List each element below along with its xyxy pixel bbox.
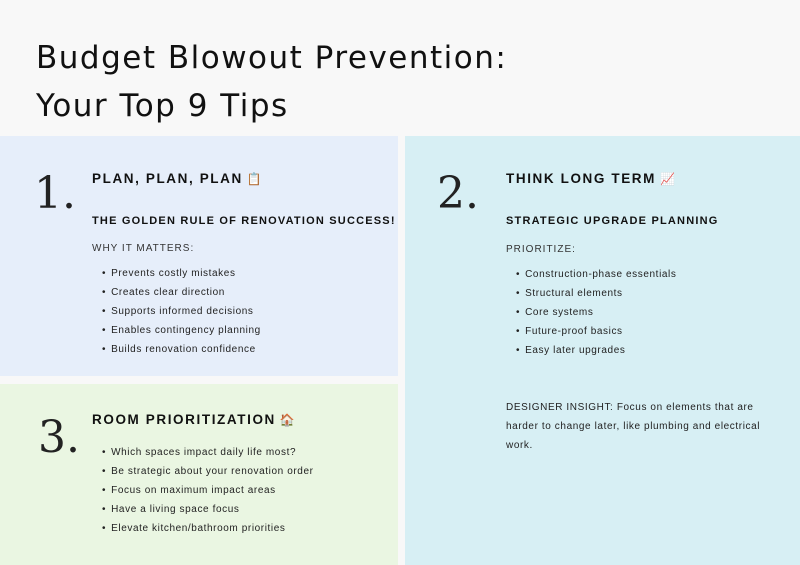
clipboard-icon: 📋 [246, 172, 262, 186]
tip-1-list [102, 264, 261, 359]
tip-3-number: 3. [38, 412, 80, 463]
tip-3-heading-text: ROOM PRIORITIZATION [92, 412, 276, 427]
list-item: • Which spaces impact daily life most? [102, 443, 314, 462]
list-item: • Focus on maximum impact areas [102, 481, 314, 500]
list-item: • Have a living space focus [102, 500, 314, 519]
tip-1-heading-text: PLAN, PLAN, PLAN [92, 171, 243, 186]
list-item: • Enables contingency planning [102, 321, 261, 340]
list-item: • Future-proof basics [516, 322, 676, 341]
tip-1-subheading: THE GOLDEN RULE OF RENOVATION SUCCESS! [92, 215, 396, 227]
tip-1-heading [92, 171, 262, 186]
tip-2-list [516, 265, 676, 360]
tip-3-list [102, 443, 314, 538]
list-item: • Prevents costly mistakes [102, 264, 261, 283]
designer-insight: DESIGNER INSIGHT: Focus on elements that are harder to change later, like plumbing and electrical work. [506, 402, 761, 451]
tip-2-label: PRIORITIZE: [506, 244, 576, 255]
page-title-line-1: Budget Blowout Prevention: [36, 40, 508, 76]
list-item: • Elevate kitchen/bathroom priorities [102, 519, 314, 538]
list-item: • Builds renovation confidence [102, 340, 261, 359]
page-title-line-2: Your Top 9 Tips [36, 88, 289, 124]
tip-2-subheading: STRATEGIC UPGRADE PLANNING [506, 215, 719, 227]
tip-2-heading-text: THINK LONG TERM [506, 171, 656, 186]
list-item: • Structural elements [516, 284, 676, 303]
page-title [36, 34, 507, 130]
house-icon: 🏠 [279, 413, 295, 427]
tip-1-label: WHY IT MATTERS: [92, 243, 195, 254]
tip-3-heading [92, 412, 295, 427]
list-item: • Easy later upgrades [516, 341, 676, 360]
chart-increasing-icon: 📈 [660, 172, 675, 186]
tip-2-number: 2. [437, 168, 479, 219]
list-item: • Core systems [516, 303, 676, 322]
list-item: • Creates clear direction [102, 283, 261, 302]
list-item: • Construction-phase essentials [516, 265, 676, 284]
tip-1-number: 1. [34, 168, 76, 219]
list-item: • Be strategic about your renovation order [102, 462, 314, 481]
tip-2-heading [506, 171, 675, 186]
list-item: • Supports informed decisions [102, 302, 261, 321]
